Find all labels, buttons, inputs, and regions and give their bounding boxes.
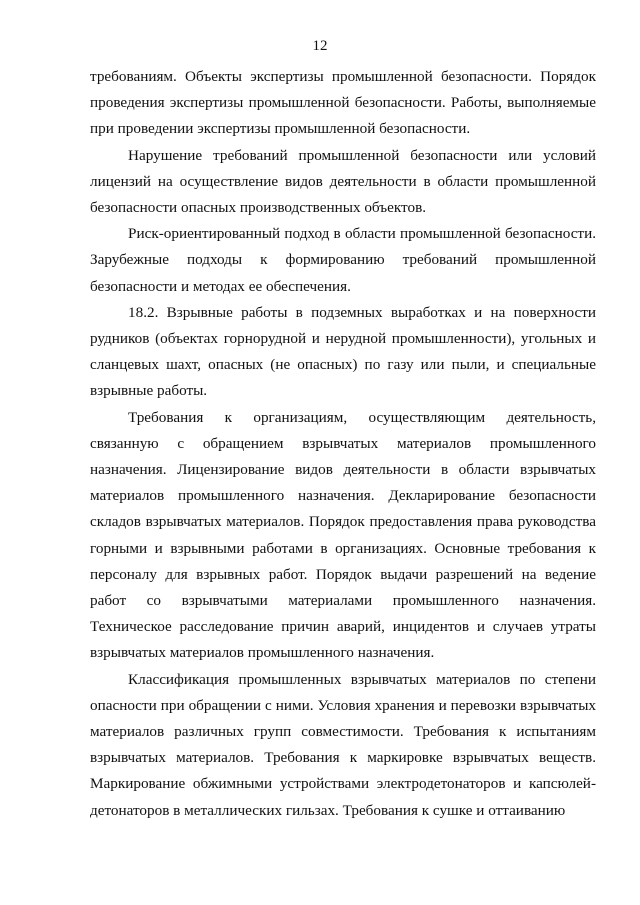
paragraph-expertise-continuation: требованиям. Объекты экспертизы промышленной безопасности. Порядок проведения экспертизы промышленной безопасности. Работы, выполняемые при проведении экспертизы промышленной безопасности. [90, 68, 596, 138]
paragraph-organization-requirements: Требования к организациям, осуществляющим деятельность, связанную с обращением взрывчатых материалов промышленного назначения. Лицензирование видов деятельности в области взрывчатых материалов промышленного назначения. Декларирование безопасности складов взрывчатых материалов. Порядок предоставления права руководства горными и взрывными работами в организациях. Основные требования к персоналу для взрывных работ. Порядок выдачи разрешений на ведение работ со взрывчатыми материалами промышленного назначения. Техническое расследование причин аварий, инцидентов и случаев утраты взрывчатых материалов промышленного назначения. [90, 408, 596, 662]
paragraph-classification: Классификация промышленных взрывчатых материалов по степени опасности при обращении с ними. Условия хранения и перевозки взрывчатых материалов различных групп совместимости. Требования к испытаниям взрывчатых материалов. Требования к маркировке взрывчатых веществ. Маркирование обжимными устройствами электродетонаторов и капсюлей-детонаторов в металлических гильзах. Требования к сушке и оттаиванию [90, 670, 596, 819]
paragraph-section-18-2: 18.2. Взрывные работы в подземных выработках и на поверхности рудников (объектах горнорудной и нерудной промышленности), угольных и сланцевых шахт, опасных (не опасных) по газу или пыли, и специальные взрывные работы. [90, 303, 596, 400]
paragraph-violations: Нарушение требований промышленной безопасности или условий лицензий на осуществление видов деятельности в области промышленной безопасности опасных производственных объектов. [90, 146, 596, 217]
page-body [90, 64, 596, 824]
paragraph-risk-approach: Риск-ориентированный подход в области промышленной безопасности. Зарубежные подходы к формированию требований промышленной безопасности и методах ее обеспечения. [90, 225, 596, 295]
page-number: 12 [312, 38, 328, 54]
